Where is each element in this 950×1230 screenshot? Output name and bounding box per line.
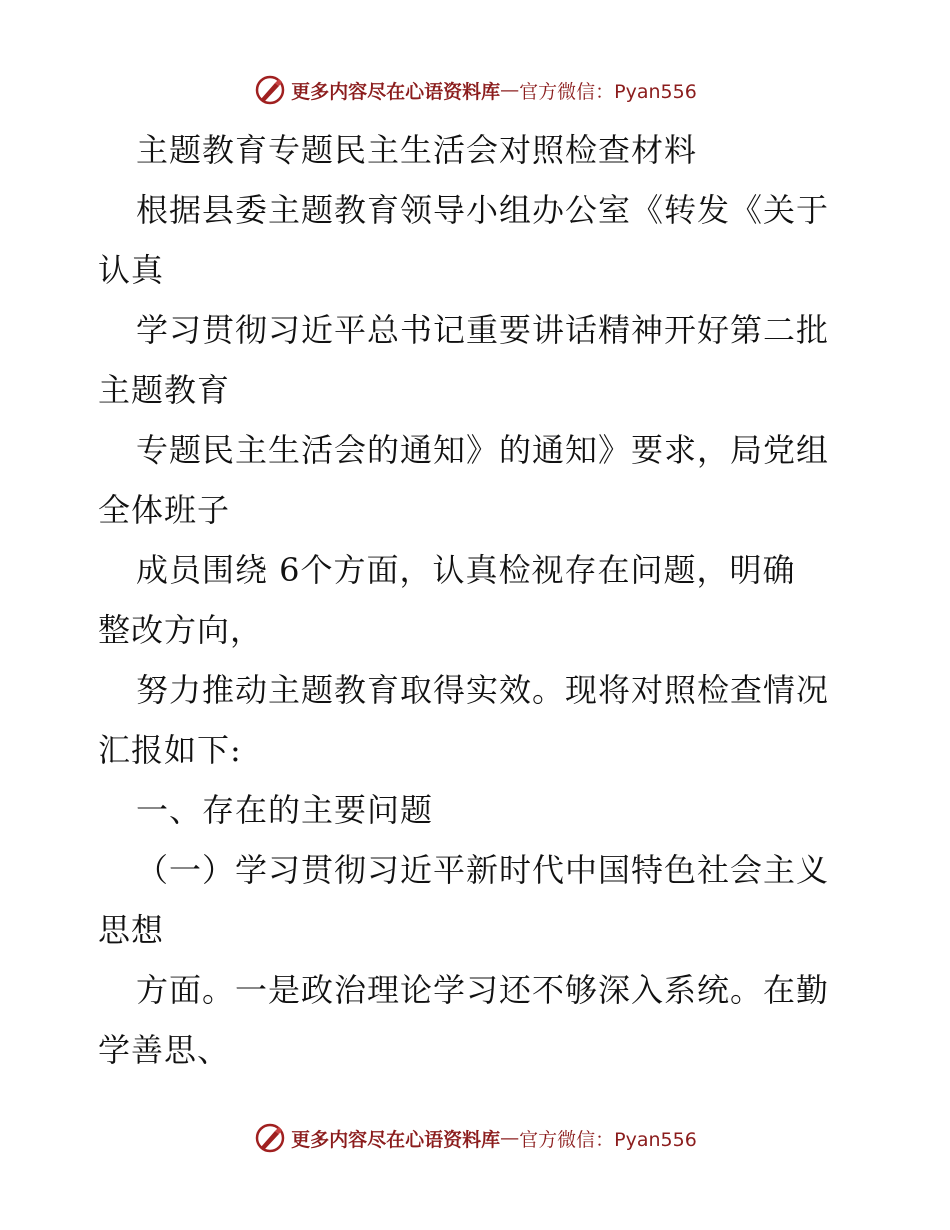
document-line: 思想 <box>98 911 165 949</box>
document-line: 整改方向， <box>98 611 264 649</box>
document-line: 主题教育专题民主生活会对照检查材料 <box>136 131 698 169</box>
document-line: （一）学习贯彻习近平新时代中国特色社会主义 <box>136 851 830 889</box>
header-watermark-banner <box>0 70 950 110</box>
pen-logo-icon <box>253 1121 287 1155</box>
document-line: 全体班子 <box>98 491 231 529</box>
footer-watermark-banner <box>0 1118 950 1158</box>
document-line: 学习贯彻习近平总书记重要讲话精神开好第二批 <box>136 311 830 349</box>
document-line: 根据县委主题教育领导小组办公室《转发《关于 <box>136 191 830 229</box>
document-line: 主题教育 <box>98 371 231 409</box>
document-line: 努力推动主题教育取得实效。现将对照检查情况 <box>136 671 830 709</box>
banner-contact: 官方微信：Pyan556 <box>519 80 697 103</box>
banner-text: 更多内容尽在心语资料库 <box>291 1128 501 1151</box>
document-line: 一、存在的主要问题 <box>136 791 434 829</box>
banner-separator: — <box>500 1127 520 1149</box>
document-line: 认真 <box>98 251 165 289</box>
document-line: 汇报如下: <box>98 731 242 769</box>
document-line: 成员围绕 6个方面，认真检视存在问题，明确 <box>136 551 796 589</box>
document-line: 方面。一是政治理论学习还不够深入系统。在勤 <box>136 971 830 1009</box>
banner-contact: 官方微信：Pyan556 <box>519 1128 697 1151</box>
banner-separator: — <box>500 79 520 101</box>
document-line: 学善思、 <box>98 1031 231 1069</box>
pen-logo-icon <box>253 73 287 107</box>
document-line: 专题民主生活会的通知》的通知》要求，局党组 <box>136 431 830 469</box>
document-body <box>98 120 858 1080</box>
banner-text: 更多内容尽在心语资料库 <box>291 80 501 103</box>
